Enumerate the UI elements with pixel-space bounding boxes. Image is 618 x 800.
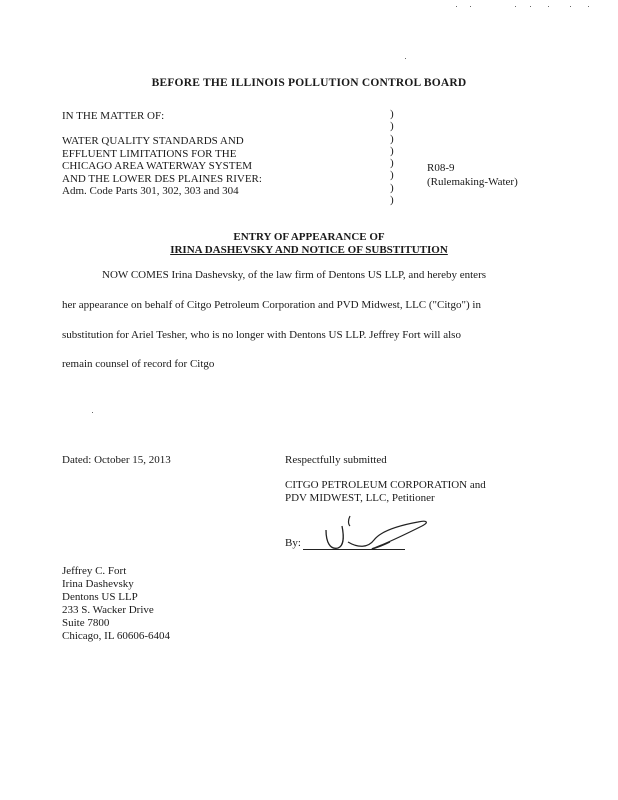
counsel-line: Suite 7800 [62, 617, 110, 629]
scan-speck [405, 58, 406, 59]
body-line-1: NOW COMES Irina Dashevsky, of the law firm of Dentons US LLP, and hereby enters [102, 269, 487, 281]
counsel-line: Dentons US LLP [62, 591, 138, 603]
dated-line: Dated: October 15, 2013 [62, 454, 171, 466]
scan-speck [570, 6, 571, 7]
caption-line: Adm. Code Parts 301, 302, 303 and 304 [62, 185, 239, 197]
scan-speck [548, 6, 549, 7]
caption-line: EFFLUENT LIMITATIONS FOR THE [62, 147, 237, 160]
board-title: BEFORE THE ILLINOIS POLLUTION CONTROL BOARD [151, 77, 467, 89]
matter-label: IN THE MATTER OF: [62, 110, 165, 122]
body-line-3: substitution for Ariel Tesher, who is no longer with Dentons US LLP. Jeffrey Fort will also [62, 329, 461, 341]
counsel-line: 233 S. Wacker Drive [62, 604, 154, 616]
scan-speck [515, 6, 516, 7]
paren: ) [390, 194, 394, 207]
paren: ) [390, 120, 394, 133]
by-label: By: [285, 537, 301, 549]
body-line-4: remain counsel of record for Citgo [62, 358, 215, 370]
paren: ) [390, 169, 394, 182]
counsel-line: Jeffrey C. Fort [62, 565, 127, 577]
caption-line: CHICAGO AREA WATERWAY SYSTEM [62, 160, 252, 172]
caption-line: WATER QUALITY STANDARDS AND [62, 135, 244, 147]
caption-block [62, 135, 262, 198]
paren: ) [390, 157, 394, 170]
counsel-line: Chicago, IL 60606-6404 [62, 630, 171, 642]
docket-type: (Rulemaking-Water) [427, 176, 518, 188]
scan-speck [470, 6, 471, 7]
body-line-2: her appearance on behalf of Citgo Petroleum Corporation and PVD Midwest, LLC ("Citgo") in [62, 299, 481, 311]
caption-parens [390, 108, 394, 206]
docket-number: R08-9 [427, 162, 455, 174]
paren: ) [390, 144, 394, 157]
party-line-1: CITGO PETROLEUM CORPORATION and [285, 479, 486, 491]
scan-speck [588, 6, 589, 7]
paren: ) [390, 132, 394, 145]
heading-line-2-text: IRINA DASHEVSKY AND NOTICE OF SUBSTITUTION [170, 244, 448, 256]
caption-line: AND THE LOWER DES PLAINES RIVER: [62, 172, 262, 185]
scan-speck [92, 412, 93, 413]
respectfully-submitted: Respectfully submitted [285, 454, 387, 466]
paren: ) [390, 181, 394, 194]
party-line-2: PDV MIDWEST, LLC, Petitioner [285, 492, 435, 504]
heading-line-1: ENTRY OF APPEARANCE OF [233, 231, 385, 243]
heading-line-2 [0, 244, 618, 257]
scan-speck [530, 6, 531, 7]
counsel-line: Irina Dashevsky [62, 578, 134, 590]
scan-speck [456, 6, 457, 7]
signature-mark [318, 512, 438, 554]
paren: ) [390, 108, 394, 120]
counsel-block [62, 565, 170, 643]
